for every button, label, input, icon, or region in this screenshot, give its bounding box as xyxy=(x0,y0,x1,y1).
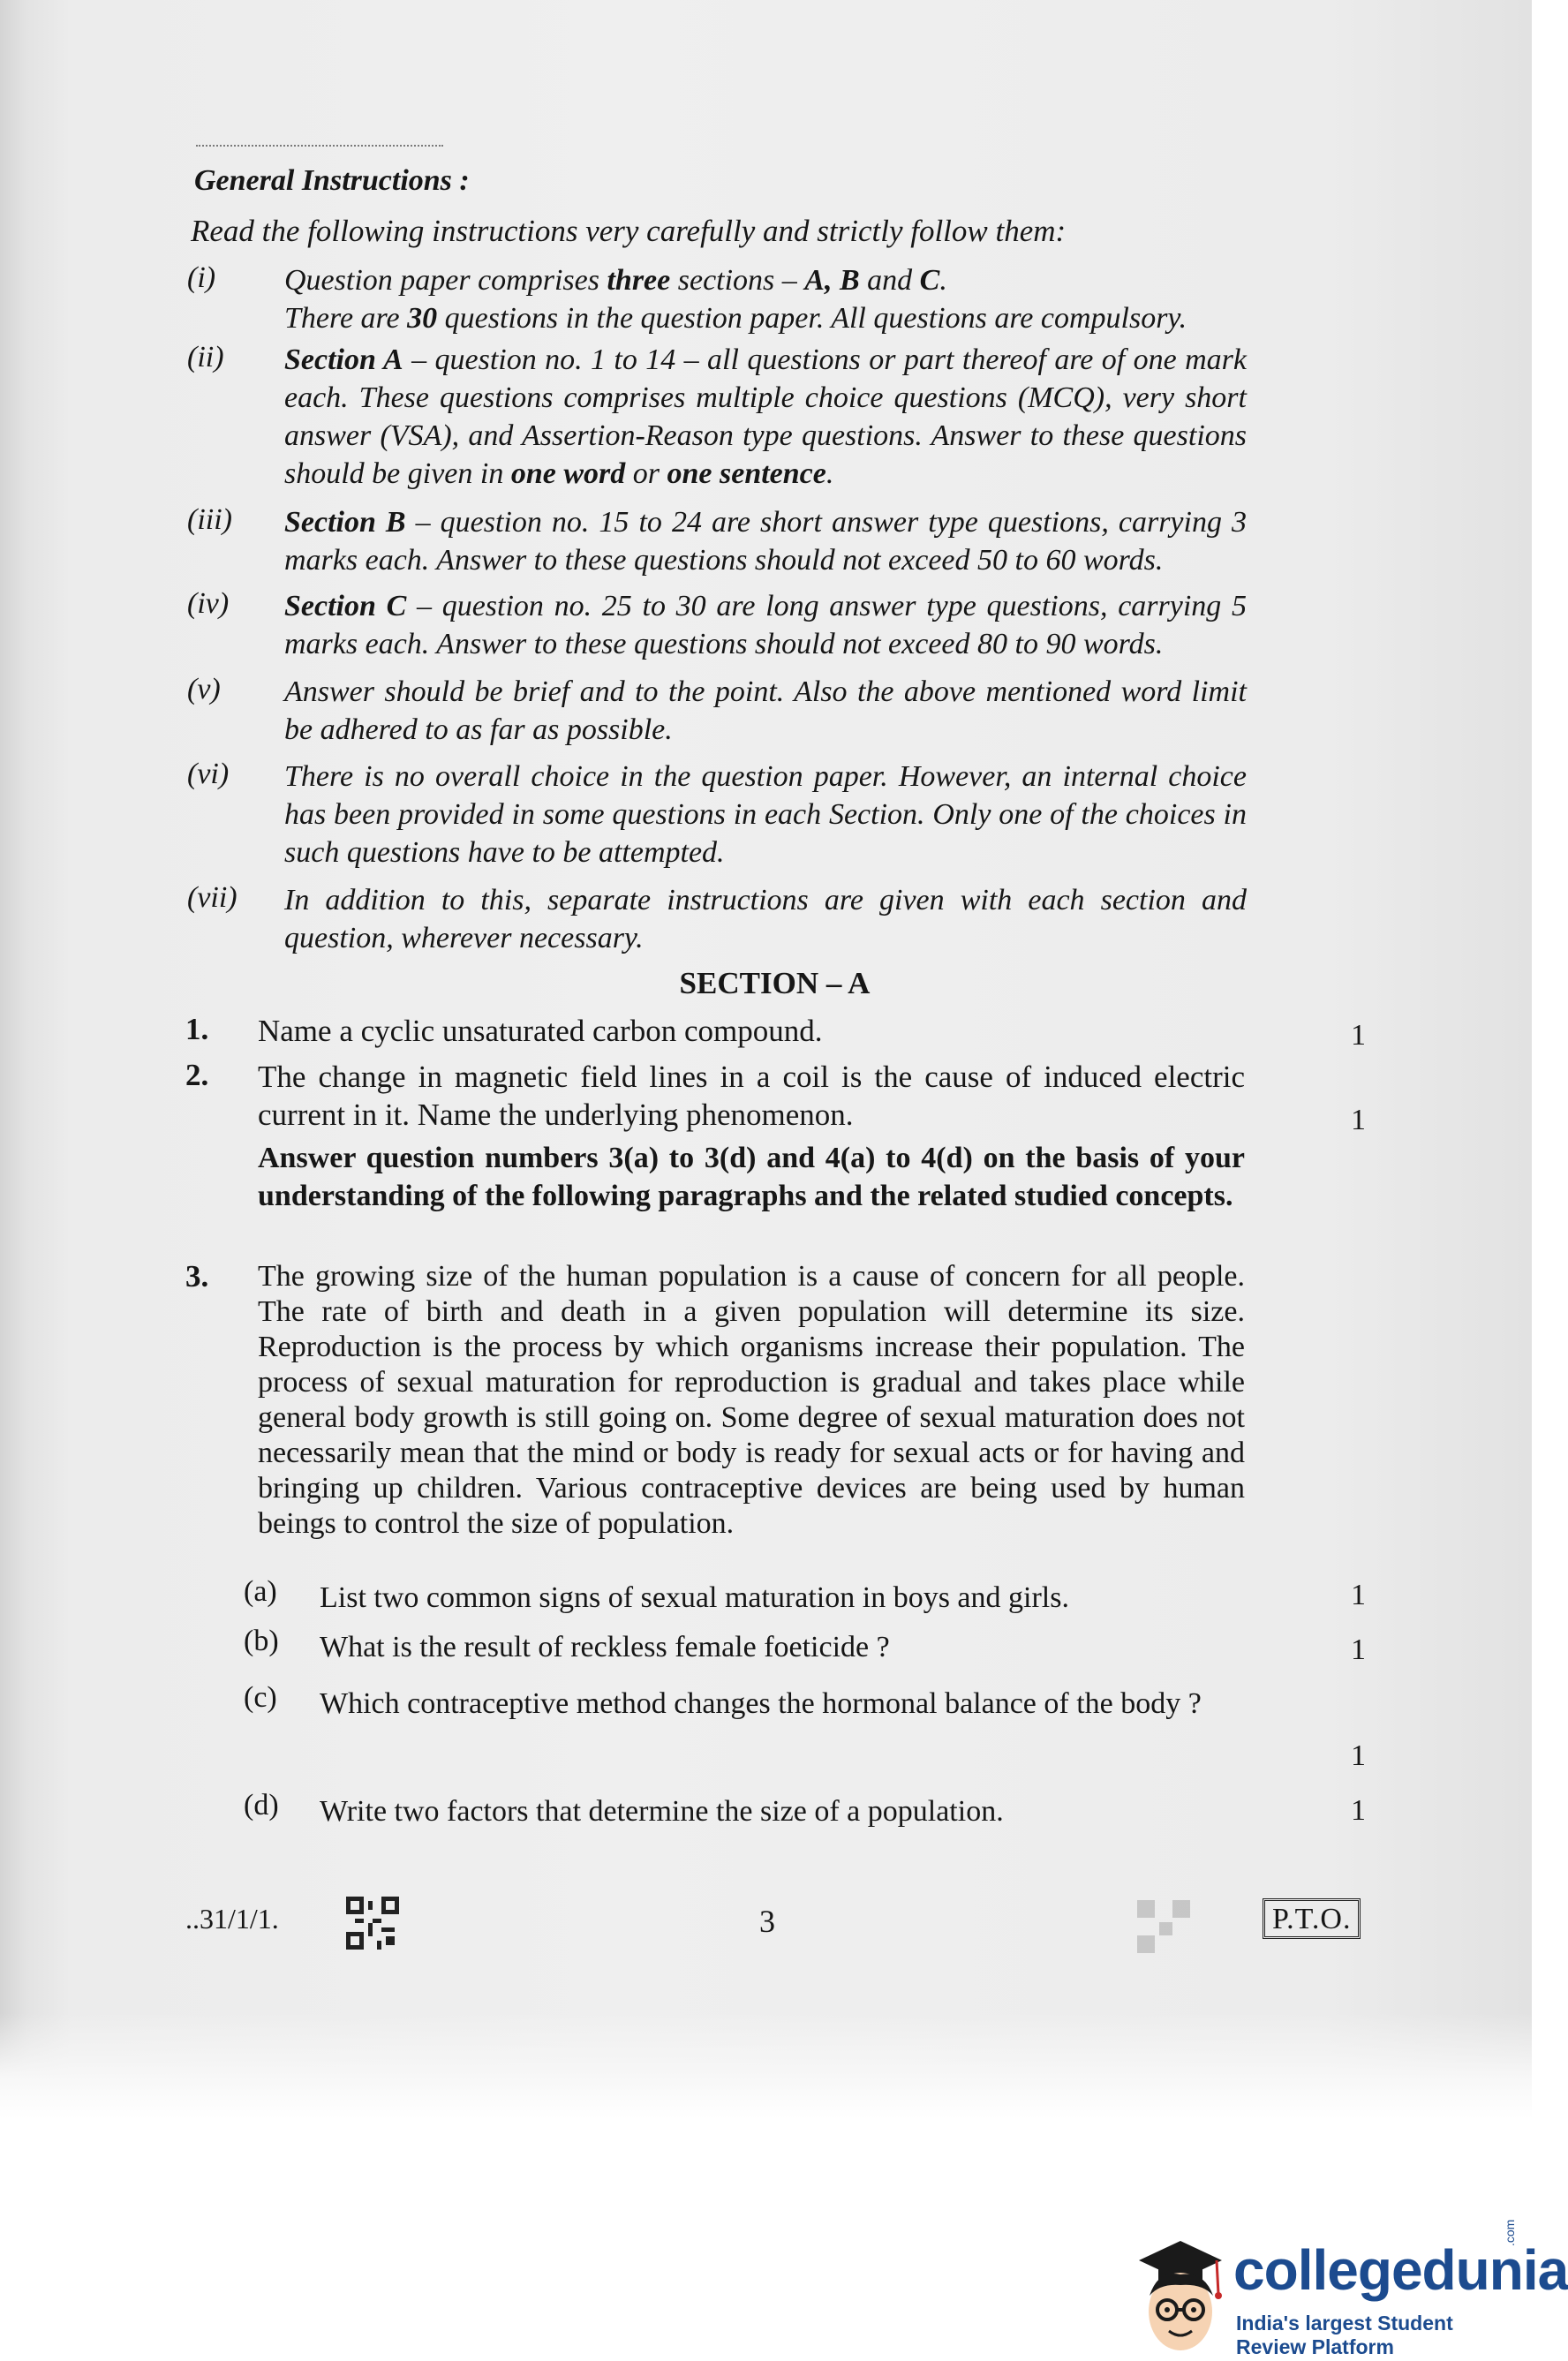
instruction-number: (iv) xyxy=(187,587,230,620)
general-instructions-heading: General Instructions : xyxy=(194,164,470,197)
part-marks: 1 xyxy=(1351,1579,1366,1611)
part-label: (c) xyxy=(244,1681,277,1714)
instruction-text: In addition to this, separate instructions are given with each section and question, wherever necessary. xyxy=(284,884,1247,954)
question-number: 2. xyxy=(185,1058,209,1092)
part-label: (d) xyxy=(244,1789,279,1822)
instruction-number: (iii) xyxy=(187,503,232,536)
paper-code: ..31/1/1. xyxy=(185,1903,279,1935)
collegedunia-logo xyxy=(1132,2219,1568,2358)
page-number: 3 xyxy=(759,1904,775,1939)
question-3-passage: The growing size of the human population is a cause of concern for all people. The rate of birth and death in a given population will determine its size. Reproduction is the process by which organisms increase their population. The process of sexual maturation for reproduction is gradual and takes place while general body growth is still going on. Some degree of sexual maturation does not necessarily mean that the mind or body is ready for sexual acts or for having and bringing up children. Various contraceptive devices are being used by human beings to control the size of population. xyxy=(258,1260,1245,1540)
instruction-number: (i) xyxy=(187,261,216,294)
question-text: The change in magnetic field lines in a coil is the cause of induced electric current in it. Name the underlying phenomenon. xyxy=(258,1060,1245,1132)
pto-label: P.T.O. xyxy=(1263,1898,1361,1939)
part-marks: 1 xyxy=(1351,1739,1366,1772)
question-number: 1. xyxy=(185,1012,209,1046)
faint-qr-code-icon xyxy=(1137,1900,1190,1953)
question-number: 3. xyxy=(185,1259,209,1294)
question-text: Name a cyclic unsaturated carbon compound. xyxy=(258,1014,823,1048)
part-label: (b) xyxy=(244,1625,279,1657)
instruction-text: Section C – question no. 25 to 30 are long answer type questions, carrying 5 marks each. Answer to these questions should not exceed 80 to 90 words. xyxy=(284,590,1247,660)
instruction-number: (ii) xyxy=(187,341,224,373)
question-marks: 1 xyxy=(1351,1104,1366,1136)
passage-instruction: Answer question numbers 3(a) to 3(d) and 4(a) to 4(d) on the basis of your understanding of the following paragraphs and the related studied concepts. xyxy=(258,1142,1245,1212)
part-text: List two common signs of sexual maturation in boys and girls. xyxy=(320,1581,1069,1614)
logo-tagline: India's largest Student Review Platform xyxy=(1236,2312,1453,2358)
part-marks: 1 xyxy=(1351,1633,1366,1666)
logo-brand-text: collegedunia xyxy=(1233,2238,1568,2302)
general-instructions-intro: Read the following instructions very carefully and strictly follow them: xyxy=(191,214,1067,248)
instruction-text: Answer should be brief and to the point. Also the above mentioned word limit be adhered to as far as possible. xyxy=(284,675,1247,746)
part-text: Write two factors that determine the size of a population. xyxy=(320,1795,1004,1828)
question-marks: 1 xyxy=(1351,1019,1366,1052)
instruction-text: There is no overall choice in the question paper. However, an internal choice has been provided in some questions in each Section. Only one of the choices in such questions have to be attempted. xyxy=(284,760,1247,869)
instruction-number: (vi) xyxy=(187,758,230,790)
logo-domain-text: .com xyxy=(1503,2219,1517,2246)
part-marks: 1 xyxy=(1351,1794,1366,1827)
header-rule xyxy=(196,145,443,148)
instruction-text: Section B – question no. 15 to 24 are short answer type questions, carrying 3 marks each. Answer to these questions should not exceed 50 to 60 words. xyxy=(284,506,1247,577)
instruction-text: Section A – question no. 1 to 14 – all questions or part thereof are of one mark each. These questions comprises multiple choice questions (MCQ), very short answer (VSA), and Assertion-Reason type questions. Answer to these questions should be given in one word or one sentence. xyxy=(284,343,1247,490)
instruction-number: (vii) xyxy=(187,881,237,914)
qr-code-icon xyxy=(346,1897,399,1950)
part-text: What is the result of reckless female foeticide ? xyxy=(320,1631,890,1663)
section-heading: SECTION – A xyxy=(679,966,871,1000)
instruction-text: Question paper comprises three sections – A, B and C. There are 30 questions in the question paper. All questions are compulsory. xyxy=(284,264,1187,335)
page-edge xyxy=(0,2013,1532,2119)
part-label: (a) xyxy=(244,1575,277,1608)
instruction-number: (v) xyxy=(187,673,221,705)
mascot-icon xyxy=(1132,2225,1229,2357)
part-text: Which contraceptive method changes the hormonal balance of the body ? xyxy=(320,1687,1202,1720)
